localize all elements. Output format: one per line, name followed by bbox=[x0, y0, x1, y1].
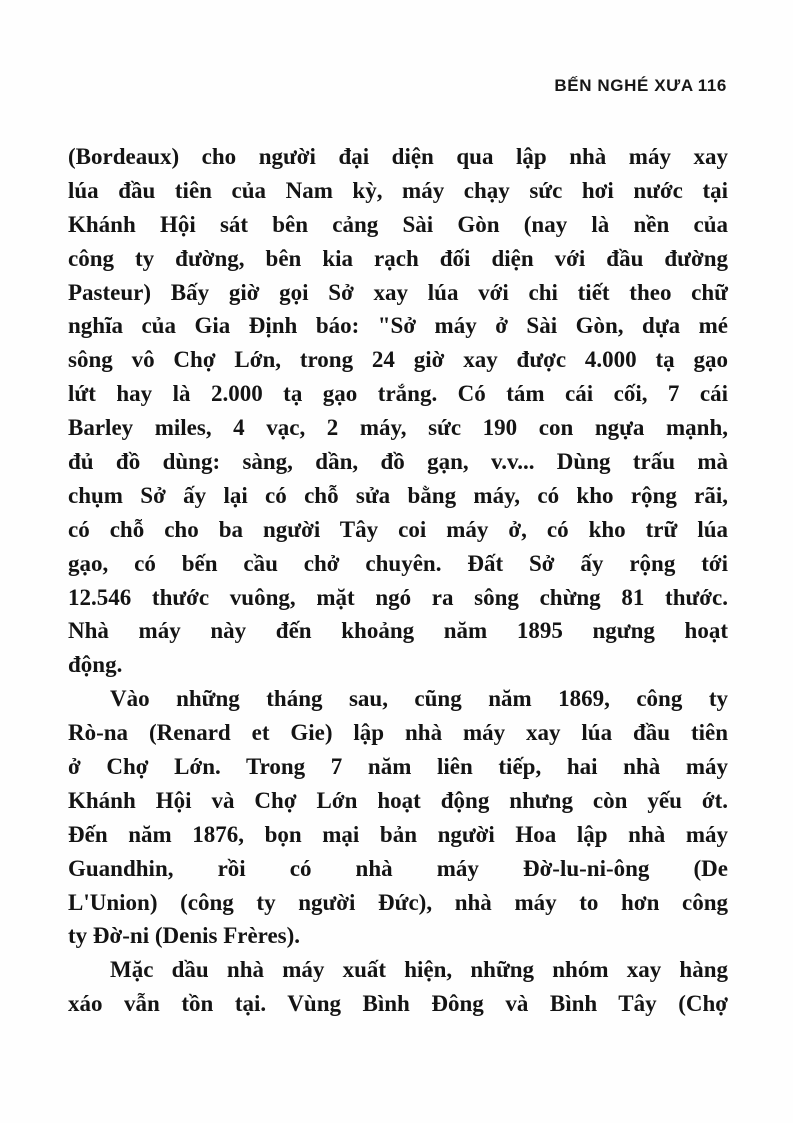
header-title: BẾN NGHÉ XƯA bbox=[554, 76, 694, 95]
text-line: công ty đường, bên kia rạch đối diện với đầu đường bbox=[68, 245, 728, 271]
text-line: Vào những tháng sau, cũng năm 1869, công ty bbox=[110, 686, 728, 712]
text-line: nghĩa của Gia Định báo: "Sở máy ở Sài Gòn, dựa mé bbox=[68, 313, 728, 339]
text-line: Khánh Hội sát bên cảng Sài Gòn (nay là nền của bbox=[68, 211, 728, 237]
text-line: Rò-na (Renard et Gie) lập nhà máy xay lúa đầu tiên bbox=[68, 720, 728, 746]
text-line: lúa đầu tiên của Nam kỳ, máy chạy sức hơi nước tại bbox=[68, 177, 728, 203]
text-line: ty Đờ-ni (Denis Frères). bbox=[68, 923, 301, 949]
text-line: ở Chợ Lớn. Trong 7 năm liên tiếp, hai nhà máy bbox=[68, 754, 728, 780]
text-line: gạo, có bến cầu chở chuyên. Đất Sở ấy rộng tới bbox=[68, 550, 728, 576]
text-line: Đến năm 1876, bọn mại bản người Hoa lập nhà máy bbox=[68, 821, 728, 847]
text-line: lứt hay là 2.000 tạ gạo trắng. Có tám cái cối, 7 cái bbox=[68, 381, 728, 407]
text-line: (Bordeaux) cho người đại diện qua lập nhà máy xay bbox=[68, 144, 728, 169]
text-line: có chỗ cho ba người Tây coi máy ở, có kho trữ lúa bbox=[68, 516, 728, 542]
text-line: L'Union) (công ty người Đức), nhà máy to hơn công bbox=[68, 889, 728, 915]
text-line: đủ đồ dùng: sàng, dần, đồ gạn, v.v... Dùng trấu mà bbox=[68, 449, 728, 475]
page-number: 116 bbox=[697, 76, 727, 95]
text-line: động. bbox=[68, 652, 123, 678]
text-line: Barley miles, 4 vạc, 2 máy, sức 190 con ngựa mạnh, bbox=[68, 415, 728, 441]
text-line: Mặc dầu nhà máy xuất hiện, những nhóm xay hàng bbox=[110, 957, 728, 983]
text-line: sông vô Chợ Lớn, trong 24 giờ xay được 4.000 tạ gạo bbox=[68, 347, 728, 373]
text-line: Pasteur) Bấy giờ gọi Sở xay lúa với chi tiết theo chữ bbox=[68, 279, 728, 305]
text-line: xáo vẫn tồn tại. Vùng Bình Đông và Bình Tây (Chợ bbox=[68, 991, 728, 1017]
text-line: Nhà máy này đến khoảng năm 1895 ngưng hoạt bbox=[68, 618, 728, 644]
text-line: Guandhin, rồi có nhà máy Đờ-lu-ni-ông (De bbox=[68, 855, 728, 881]
page-text bbox=[68, 140, 728, 1021]
text-line: chụm Sở ấy lại có chỗ sửa bằng máy, có kho rộng rãi, bbox=[68, 482, 728, 508]
text-line: Khánh Hội và Chợ Lớn hoạt động nhưng còn yếu ớt. bbox=[68, 787, 728, 813]
text-line: 12.546 thước vuông, mặt ngó ra sông chừng 81 thước. bbox=[68, 584, 728, 610]
page-header bbox=[554, 76, 727, 96]
